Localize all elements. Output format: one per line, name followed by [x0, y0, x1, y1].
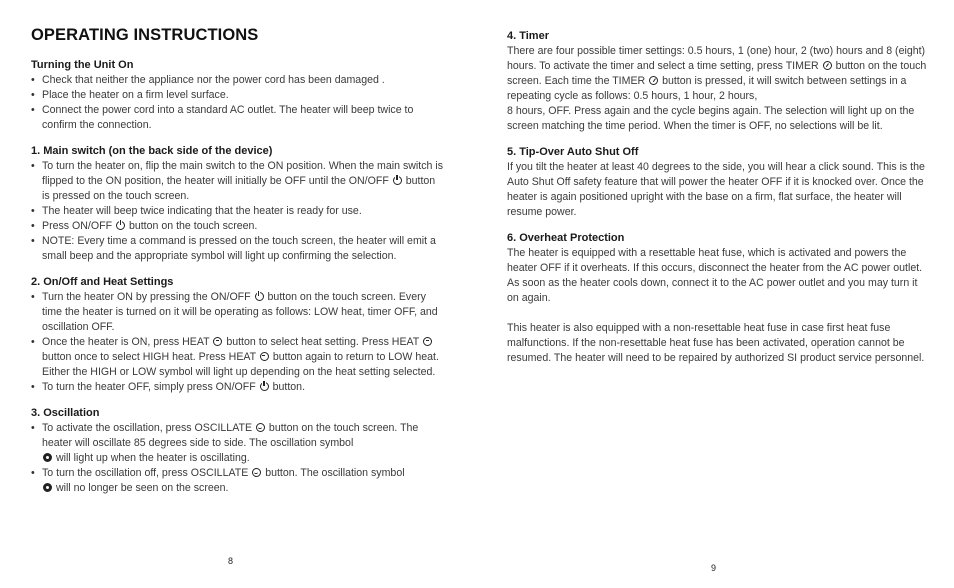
text: To turn the heater on, flip the main switch to the ON position. When the main switch is flipped to the ON position, the heater will initially be OFF until the ON/OFF — [42, 160, 443, 187]
paragraph: If you tilt the heater at least 40 degrees to the side, you will hear a click sound. This is the Auto Shut Off safety feature that will power the heater OFF if it is knocked over. Once the heater is again positioned upright with the base on a firm, flat surface, the heater will resume power. — [507, 161, 925, 218]
oscillation-symbol-icon — [43, 483, 52, 492]
spacer — [507, 306, 927, 321]
text: button on the touch screen. Each time the TIMER — [507, 60, 927, 87]
section-heading: 4. Timer — [507, 30, 549, 42]
list-item — [31, 219, 444, 234]
section-tip-over — [507, 145, 927, 220]
text: There are four possible timer settings: 0.5 hours, 1 (one) hour, 2 (two) hours and 8 (eight) hours. To activate the timer and select a time setting, press TIMER — [507, 45, 926, 72]
text: To turn the oscillation off, press OSCILLATE — [42, 467, 249, 479]
text: will light up when the heater is oscillating. — [55, 452, 250, 464]
heat-icon — [260, 352, 269, 361]
list-item — [31, 421, 444, 466]
text: Turn the heater ON by pressing the ON/OFF — [42, 291, 251, 303]
paragraph: This heater is also equipped with a non-resettable heat fuse in case first heat fuse malfunctions. If the non-resettable heat fuse has been activated, operation cannot be resumed. The heater will need to be repaired by authorized SI product service personnel. — [507, 322, 925, 364]
oscillate-icon — [256, 423, 265, 432]
text: button to select heat setting. Press HEAT — [226, 336, 420, 348]
list-item — [31, 380, 444, 395]
list-item — [31, 466, 444, 496]
page-title: OPERATING INSTRUCTIONS — [31, 26, 259, 44]
text: button. The oscillation symbol — [265, 467, 405, 479]
paragraph: 8 hours, OFF. Press again and the cycle begins again. The selection will light up on the screen matching the time period. When the timer is OFF, no selections will be lit. — [507, 105, 915, 132]
heat-icon — [423, 337, 432, 346]
list-item — [31, 290, 444, 335]
power-icon — [260, 382, 269, 391]
list-item — [31, 335, 444, 380]
list-item: • Place the heater on a firm level surface. — [31, 88, 444, 103]
text: button once to select HIGH heat. Press HEAT — [42, 351, 256, 363]
list-item — [31, 159, 444, 204]
section-timer — [507, 29, 927, 134]
oscillation-symbol-icon — [43, 453, 52, 462]
section-heading: 1. Main switch (on the back side of the device) — [31, 145, 273, 157]
section-main-switch — [31, 144, 444, 264]
section-heading: 3. Oscillation — [31, 407, 100, 419]
text: button again to return to LOW heat. Either the HIGH or LOW symbol will light up depending on the heat setting selected. — [42, 351, 439, 378]
oscillate-icon — [252, 468, 261, 477]
text: Press ON/OFF — [42, 220, 113, 232]
text: To turn the heater OFF, simply press ON/OFF — [42, 381, 256, 393]
text: button on the touch screen. Every time the heater is turned on it will be operating as follows: LOW heat, timer OFF, and oscillation OFF. — [42, 291, 438, 333]
section-heading: Turning the Unit On — [31, 59, 134, 71]
list-item: • Check that neither the appliance nor the power cord has been damaged . — [31, 73, 444, 88]
list-item: • The heater will beep twice indicating that the heater is ready for use. — [31, 204, 444, 219]
list-item: • Connect the power cord into a standard AC outlet. The heater will beep twice to confirm the connection. — [31, 103, 444, 133]
text: button is pressed, it will switch between settings in a repeating cycle as follows: 0.5 hours, 1 hour, 2 hours, — [507, 75, 907, 102]
text: To activate the oscillation, press OSCILLATE — [42, 422, 253, 434]
timer-icon — [823, 61, 832, 70]
text: will no longer be seen on the screen. — [55, 482, 229, 494]
section-oscillation — [31, 406, 444, 496]
text: Once the heater is ON, press HEAT — [42, 336, 210, 348]
section-heading: 5. Tip-Over Auto Shut Off — [507, 146, 639, 158]
text: button on the touch screen. The heater will oscillate 85 degrees side to side. The oscillation symbol — [42, 422, 419, 449]
section-overheat — [507, 231, 927, 366]
right-page — [507, 29, 927, 377]
section-heading: 6. Overheat Protection — [507, 232, 625, 244]
heat-icon — [213, 337, 222, 346]
text: button on the touch screen. — [128, 220, 258, 232]
paragraph: The heater is equipped with a resettable heat fuse, which is activated and powers the heater OFF if it overheats. If this occurs, disconnect the heater from the AC power outlet. As soon as the heater cools down, connect it to the AC power outlet and you may turn it on again. — [507, 247, 923, 304]
list-item: • NOTE: Every time a command is pressed on the touch screen, the heater will emit a small beep and the appropriate symbol will light up confirming the selection. — [31, 234, 444, 264]
timer-icon — [649, 76, 658, 85]
text: button. — [272, 381, 306, 393]
page-number: 9 — [711, 563, 717, 573]
section-onoff-heat — [31, 275, 444, 395]
power-icon — [116, 221, 125, 230]
power-icon — [393, 176, 402, 185]
text: button is pressed on the touch screen. — [42, 175, 436, 202]
left-page — [31, 26, 444, 507]
power-icon — [255, 292, 264, 301]
paragraph — [507, 44, 927, 104]
page-number: 8 — [228, 556, 234, 566]
section-turning-unit-on — [31, 58, 444, 133]
section-heading: 2. On/Off and Heat Settings — [31, 276, 174, 288]
